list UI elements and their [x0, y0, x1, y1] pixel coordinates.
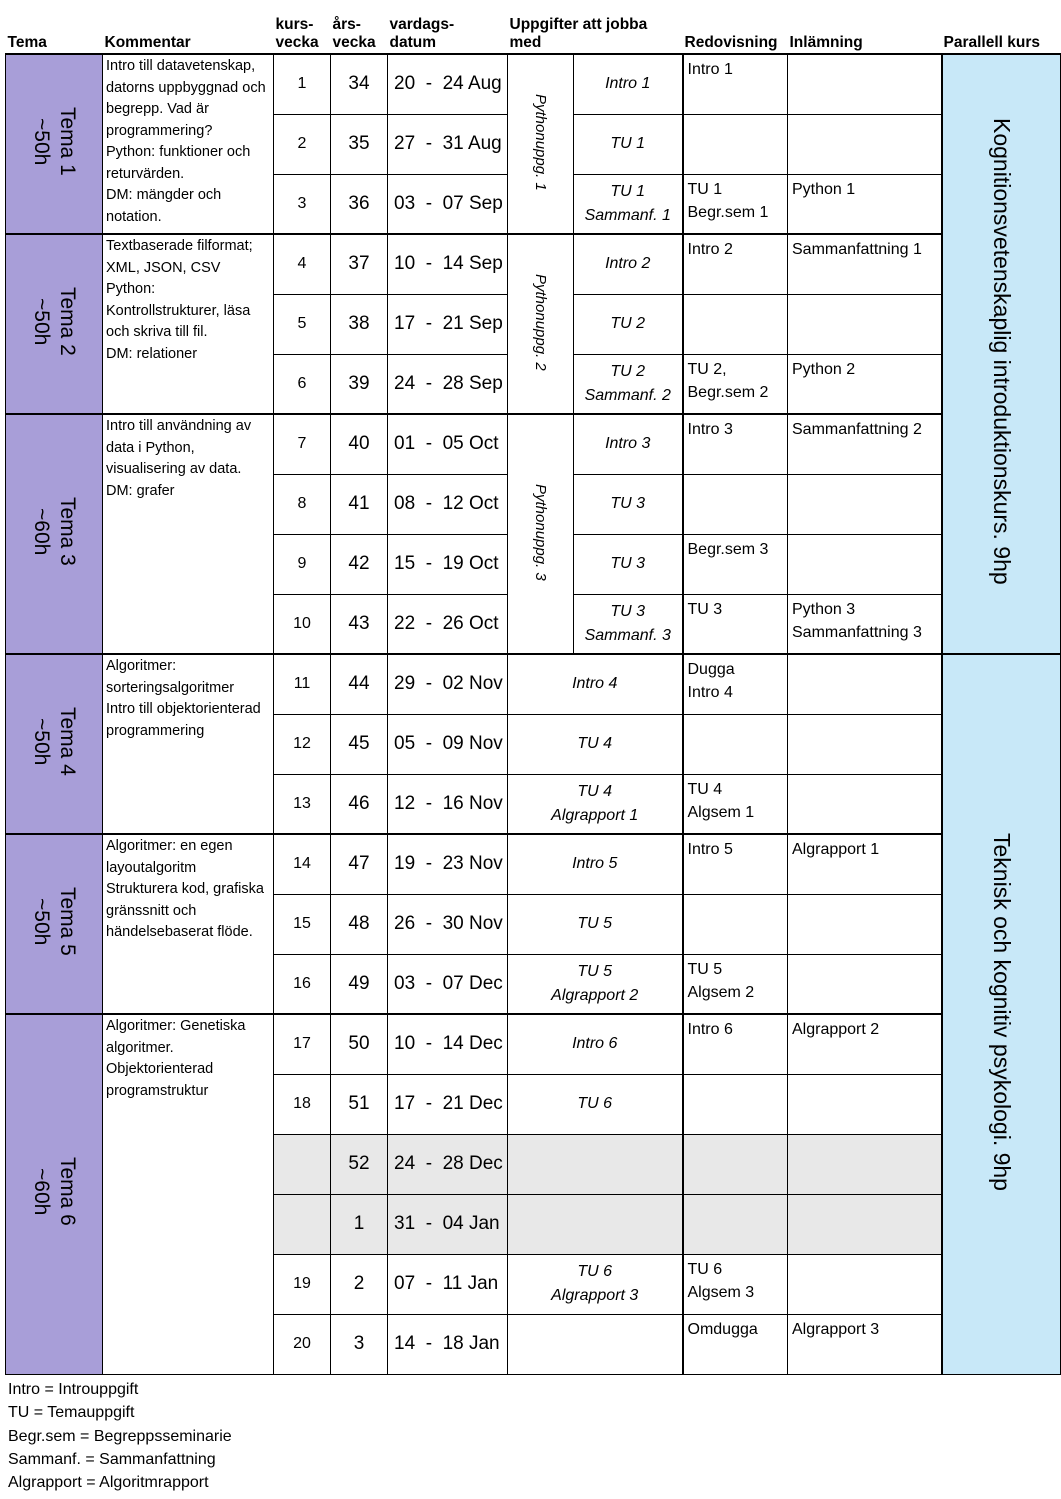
tema-label: Tema 5 ~50h — [30, 887, 79, 956]
datum-cell: 24 - 28 Sep — [388, 354, 508, 414]
tema-label: Tema 2 ~50h — [30, 287, 79, 356]
datum-cell: 27 - 31 Aug — [388, 114, 508, 174]
kommentar-cell: Algoritmer: Genetiska algoritmer. Objektorienterad programstruktur — [103, 1014, 274, 1374]
table-row — [6, 54, 1061, 114]
inlamning-cell — [788, 1254, 942, 1314]
inlamning-cell: Python 1 — [788, 174, 942, 234]
kursvecka-cell: 18 — [274, 1074, 331, 1134]
redovisning-cell: Begr.sem 3 — [683, 534, 788, 594]
kursvecka-cell: 13 — [274, 774, 331, 834]
inlamning-cell: Sammanfattning 2 — [788, 414, 942, 474]
kursvecka-cell: 17 — [274, 1014, 331, 1074]
datum-cell: 19 - 23 Nov — [388, 834, 508, 894]
kursvecka-cell: 8 — [274, 474, 331, 534]
header-redovisning: Redovisning — [683, 5, 788, 54]
kursvecka-cell: 4 — [274, 234, 331, 294]
arsvecka-cell: 52 — [331, 1134, 388, 1194]
uppgift-cell: TU 1 Sammanf. 1 — [574, 174, 683, 234]
inlamning-cell — [788, 294, 942, 354]
tema-label: Tema 6 ~60h — [30, 1157, 79, 1227]
tema-label: Tema 3 ~60h — [30, 497, 79, 566]
arsvecka-cell: 2 — [331, 1254, 388, 1314]
inlamning-cell: Python 2 — [788, 354, 942, 414]
parallel-course-cell — [942, 54, 1061, 654]
redovisning-cell — [683, 1134, 788, 1194]
redovisning-cell — [683, 894, 788, 954]
inlamning-cell — [788, 1074, 942, 1134]
uppgift-cell: TU 6 Algrapport 3 — [508, 1254, 683, 1314]
datum-cell: 10 - 14 Dec — [388, 1014, 508, 1074]
table-row — [6, 234, 1061, 294]
arsvecka-cell: 3 — [331, 1314, 388, 1374]
uppgift-cell — [508, 1314, 683, 1374]
uppgift-cell: TU 1 — [574, 114, 683, 174]
redovisning-cell: TU 5 Algsem 2 — [683, 954, 788, 1014]
python-task-cell — [508, 414, 574, 654]
datum-cell: 01 - 05 Oct — [388, 414, 508, 474]
kursvecka-cell: 1 — [274, 54, 331, 114]
kursvecka-cell: 12 — [274, 714, 331, 774]
datum-cell: 03 - 07 Sep — [388, 174, 508, 234]
uppgift-cell: TU 5 — [508, 894, 683, 954]
uppgift-cell: TU 3 Sammanf. 3 — [574, 594, 683, 654]
parallel-course-label: Kognitionsvetenskaplig introduktionskurs. 9hp — [988, 118, 1015, 585]
kursvecka-cell: 3 — [274, 174, 331, 234]
datum-cell: 15 - 19 Oct — [388, 534, 508, 594]
inlamning-cell — [788, 1194, 942, 1254]
python-task-label: Pythonuppg. 2 — [532, 273, 549, 371]
redovisning-cell: Intro 3 — [683, 414, 788, 474]
header-tema: Tema — [6, 5, 103, 54]
tema-cell — [6, 234, 103, 414]
inlamning-cell — [788, 774, 942, 834]
tema-cell — [6, 654, 103, 834]
legend-item: Algrapport = Algoritmrapport — [8, 1474, 209, 1492]
inlamning-cell — [788, 114, 942, 174]
redovisning-cell: TU 6 Algsem 3 — [683, 1254, 788, 1314]
header-datum: vardags- datum — [388, 5, 508, 54]
arsvecka-cell: 39 — [331, 354, 388, 414]
inlamning-cell — [788, 474, 942, 534]
uppgift-cell: TU 4 Algrapport 1 — [508, 774, 683, 834]
arsvecka-cell: 44 — [331, 654, 388, 714]
header-uppgifter: Uppgifter att jobba med — [508, 5, 683, 54]
legend-item: TU = Temauppgift — [8, 1404, 135, 1422]
header-inlamning: Inlämning — [788, 5, 942, 54]
inlamning-cell — [788, 894, 942, 954]
python-task-cell — [508, 234, 574, 414]
arsvecka-cell: 48 — [331, 894, 388, 954]
arsvecka-cell: 45 — [331, 714, 388, 774]
arsvecka-cell: 36 — [331, 174, 388, 234]
tema-cell — [6, 414, 103, 654]
uppgift-cell: TU 5 Algrapport 2 — [508, 954, 683, 1014]
redovisning-cell — [683, 714, 788, 774]
schedule-body — [6, 54, 1061, 1374]
arsvecka-cell: 35 — [331, 114, 388, 174]
legend — [8, 1378, 232, 1494]
datum-cell: 07 - 11 Jan — [388, 1254, 508, 1314]
arsvecka-cell: 51 — [331, 1074, 388, 1134]
redovisning-cell: Intro 2 — [683, 234, 788, 294]
legend-item: Sammanf. = Sammanfattning — [8, 1450, 216, 1468]
kursvecka-cell: 5 — [274, 294, 331, 354]
inlamning-cell: Sammanfattning 1 — [788, 234, 942, 294]
uppgift-cell: TU 3 — [574, 534, 683, 594]
uppgift-cell: TU 4 — [508, 714, 683, 774]
kursvecka-cell: 9 — [274, 534, 331, 594]
inlamning-cell — [788, 714, 942, 774]
table-row — [6, 1014, 1061, 1074]
tema-cell — [6, 1014, 103, 1374]
arsvecka-cell: 42 — [331, 534, 388, 594]
datum-cell: 08 - 12 Oct — [388, 474, 508, 534]
tema-cell — [6, 54, 103, 234]
datum-cell: 17 - 21 Dec — [388, 1074, 508, 1134]
redovisning-cell: TU 3 — [683, 594, 788, 654]
arsvecka-cell: 50 — [331, 1014, 388, 1074]
arsvecka-cell: 38 — [331, 294, 388, 354]
kommentar-cell: Intro till användning av data i Python, visualisering av data. DM: grafer — [103, 414, 274, 654]
inlamning-cell — [788, 534, 942, 594]
legend-item: Intro = Introuppgift — [8, 1381, 139, 1398]
legend-item: Begr.sem = Begreppsseminarie — [8, 1427, 232, 1445]
datum-cell: 20 - 24 Aug — [388, 54, 508, 114]
inlamning-cell — [788, 1134, 942, 1194]
arsvecka-cell: 47 — [331, 834, 388, 894]
schedule-table — [5, 5, 1061, 1375]
redovisning-cell: TU 1 Begr.sem 1 — [683, 174, 788, 234]
inlamning-cell: Python 3 Sammanfattning 3 — [788, 594, 942, 654]
uppgift-cell: TU 6 — [508, 1074, 683, 1134]
header-kursvecka: kurs- vecka — [274, 5, 331, 54]
kommentar-cell: Algoritmer: sorteringsalgoritmer Intro till objektorienterad programmering — [103, 654, 274, 834]
inlamning-cell — [788, 654, 942, 714]
arsvecka-cell: 34 — [331, 54, 388, 114]
python-task-label: Pythonuppg. 3 — [532, 483, 549, 581]
header-arsvecka: års- vecka — [331, 5, 388, 54]
table-row — [6, 414, 1061, 474]
redovisning-cell: TU 2, Begr.sem 2 — [683, 354, 788, 414]
redovisning-cell — [683, 114, 788, 174]
arsvecka-cell: 40 — [331, 414, 388, 474]
uppgift-cell — [508, 1194, 683, 1254]
kommentar-cell: Textbaserade filformat; XML, JSON, CSV Python: Kontrollstrukturer, läsa och skriva till fil. DM: relationer — [103, 234, 274, 414]
header-kommentar: Kommentar — [103, 5, 274, 54]
table-row — [6, 654, 1061, 714]
python-task-cell — [508, 54, 574, 234]
datum-cell: 29 - 02 Nov — [388, 654, 508, 714]
kursvecka-cell: 15 — [274, 894, 331, 954]
datum-cell: 10 - 14 Sep — [388, 234, 508, 294]
python-task-label: Pythonuppg. 1 — [532, 93, 549, 191]
arsvecka-cell: 43 — [331, 594, 388, 654]
datum-cell: 12 - 16 Nov — [388, 774, 508, 834]
datum-cell: 24 - 28 Dec — [388, 1134, 508, 1194]
uppgift-cell — [508, 1134, 683, 1194]
redovisning-cell: TU 4 Algsem 1 — [683, 774, 788, 834]
uppgift-cell: TU 2 — [574, 294, 683, 354]
redovisning-cell — [683, 1194, 788, 1254]
arsvecka-cell: 37 — [331, 234, 388, 294]
kursvecka-cell: 19 — [274, 1254, 331, 1314]
kursvecka-cell: 2 — [274, 114, 331, 174]
header-row — [6, 5, 1061, 54]
tema-label: Tema 1 ~50h — [30, 107, 79, 176]
kommentar-cell: Intro till datavetenskap, datorns uppbyggnad och begrepp. Vad är programmering? Python: funktioner och returvärden. DM: mängder och notation. — [103, 54, 274, 234]
uppgift-cell: Intro 3 — [574, 414, 683, 474]
inlamning-cell — [788, 54, 942, 114]
datum-cell: 26 - 30 Nov — [388, 894, 508, 954]
inlamning-cell: Algrapport 3 — [788, 1314, 942, 1374]
parallel-course-label: Teknisk och kognitiv psykologi. 9hp — [988, 832, 1015, 1191]
datum-cell: 22 - 26 Oct — [388, 594, 508, 654]
arsvecka-cell: 41 — [331, 474, 388, 534]
redovisning-cell: Intro 6 — [683, 1014, 788, 1074]
uppgift-cell: Intro 5 — [508, 834, 683, 894]
table-row — [6, 834, 1061, 894]
redovisning-cell: Intro 1 — [683, 54, 788, 114]
kursvecka-cell: 6 — [274, 354, 331, 414]
kursvecka-cell: 16 — [274, 954, 331, 1014]
datum-cell: 03 - 07 Dec — [388, 954, 508, 1014]
inlamning-cell: Algrapport 2 — [788, 1014, 942, 1074]
kursvecka-cell: 11 — [274, 654, 331, 714]
redovisning-cell — [683, 294, 788, 354]
redovisning-cell — [683, 474, 788, 534]
arsvecka-cell: 46 — [331, 774, 388, 834]
arsvecka-cell: 1 — [331, 1194, 388, 1254]
parallel-course-cell — [942, 654, 1061, 1374]
kursvecka-cell: 7 — [274, 414, 331, 474]
datum-cell: 31 - 04 Jan — [388, 1194, 508, 1254]
tema-cell — [6, 834, 103, 1014]
uppgift-cell: Intro 6 — [508, 1014, 683, 1074]
datum-cell: 05 - 09 Nov — [388, 714, 508, 774]
inlamning-cell — [788, 954, 942, 1014]
redovisning-cell: Intro 5 — [683, 834, 788, 894]
kursvecka-cell — [274, 1194, 331, 1254]
redovisning-cell — [683, 1074, 788, 1134]
datum-cell: 17 - 21 Sep — [388, 294, 508, 354]
kursvecka-cell: 14 — [274, 834, 331, 894]
redovisning-cell: Omdugga — [683, 1314, 788, 1374]
inlamning-cell: Algrapport 1 — [788, 834, 942, 894]
uppgift-cell: Intro 4 — [508, 654, 683, 714]
kommentar-cell: Algoritmer: en egen layoutalgoritm Strukturera kod, grafiska gränssnitt och händelsebaserat flöde. — [103, 834, 274, 1014]
kursvecka-cell: 10 — [274, 594, 331, 654]
kursvecka-cell: 20 — [274, 1314, 331, 1374]
arsvecka-cell: 49 — [331, 954, 388, 1014]
header-parallell: Parallell kurs — [942, 5, 1061, 54]
redovisning-cell: Dugga Intro 4 — [683, 654, 788, 714]
datum-cell: 14 - 18 Jan — [388, 1314, 508, 1374]
uppgift-cell: Intro 2 — [574, 234, 683, 294]
tema-label: Tema 4 ~50h — [30, 707, 79, 776]
uppgift-cell: Intro 1 — [574, 54, 683, 114]
uppgift-cell: TU 3 — [574, 474, 683, 534]
uppgift-cell: TU 2 Sammanf. 2 — [574, 354, 683, 414]
kursvecka-cell — [274, 1134, 331, 1194]
